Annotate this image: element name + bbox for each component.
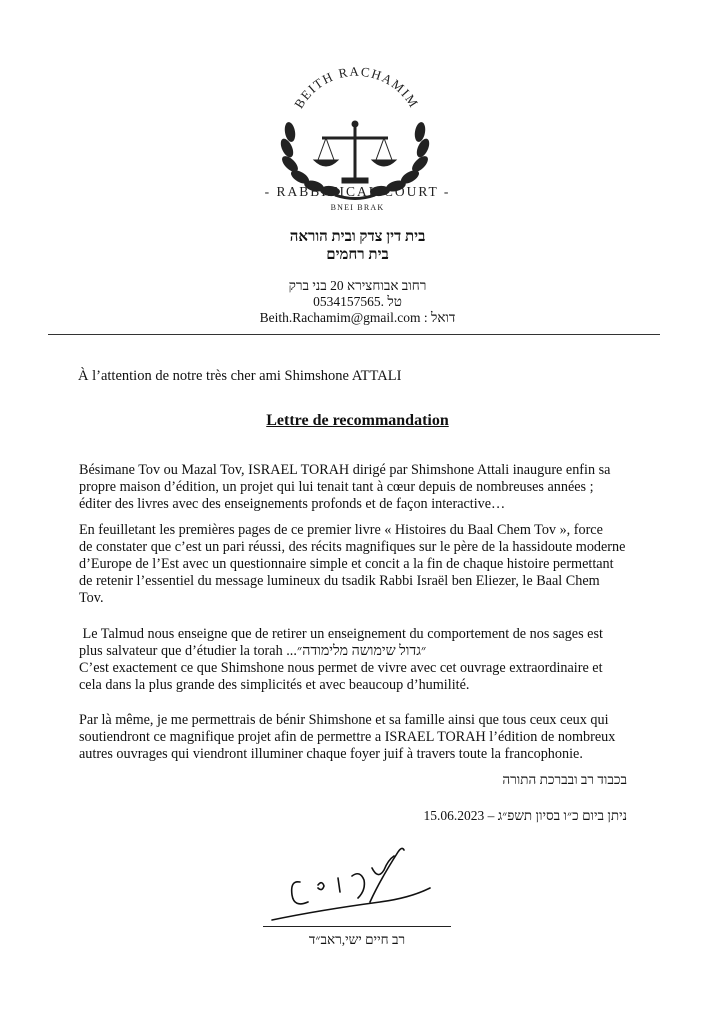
paragraph-line: soutiendront ce magnifique projet afin de permettre a ISRAEL TORAH l’édition de nombreux xyxy=(79,729,616,745)
handwritten-signature xyxy=(260,840,450,940)
logo-arc-text: BEITH RACHAMIM xyxy=(291,63,422,111)
gregorian-date: 15.06.2023 – xyxy=(423,808,498,823)
court-name: - RABBINICAL COURT - xyxy=(264,184,451,199)
paragraph-line: Par là même, je me permettrais de bénir Shimshone et sa famille ainsi que tous ceux ceux qui xyxy=(79,712,609,728)
scales-of-justice-icon xyxy=(314,121,396,183)
signature-line xyxy=(263,926,451,927)
letter-title: Lettre de recommandation xyxy=(266,412,449,429)
date-line xyxy=(423,808,627,824)
email-line: Beith.Rachamim@gmail.com : דואל xyxy=(259,310,456,325)
paragraph-line: de constater que c’est un pari réussi, des récits magnifiques sur le père de la hassidoute moderne xyxy=(79,539,626,555)
paragraph-3 xyxy=(79,626,644,694)
paragraph-line: de retenir l’essentiel du message lumineux du tsadik Rabbi Israël ben Eliezer, le Baal Chem xyxy=(79,573,600,589)
paragraph-line: cela dans la plus grande des simplicités et avec beaucoup d’humilité. xyxy=(79,677,470,693)
paragraph-line: autres ouvrages qui viendront illuminer chaque foyer juif à travers toute la francophonie. xyxy=(79,746,583,762)
paragraph-2 xyxy=(79,522,644,607)
talmud-prefix: plus salvateur que d’étudier la torah xyxy=(79,643,283,659)
paragraph-line: Bésimane Tov ou Mazal Tov, ISRAEL TORAH dirigé par Shimshone Attali inaugure enfin sa xyxy=(79,462,611,478)
phone-line: 0534157565. טל xyxy=(313,294,402,309)
signer-name: רב חיים ישי,ראב״ד xyxy=(308,932,406,947)
header-divider xyxy=(48,334,660,335)
address-line: רחוב אבוחצירא 20 בני ברק xyxy=(288,278,427,293)
closing-blessing: בכבוד רב ובברכת התורה xyxy=(502,772,627,787)
svg-text:BEITH RACHAMIM xyxy=(291,64,422,111)
paragraph-line: d’Europe de l’Est avec un questionnaire simple et concit a la fin de chaque histoire permettant xyxy=(79,556,614,572)
paragraph-1 xyxy=(79,462,644,513)
hebrew-subtitle: בית רחמים xyxy=(326,247,389,263)
paragraph-line: Tov. xyxy=(79,590,104,606)
hebrew-date: ניתן ביום כ״ו בסיון תשפ״ג xyxy=(497,808,627,823)
court-city: BNEI BRAK xyxy=(330,203,385,212)
talmud-quote-hebrew: ״גדול שימושה מלימודה״... xyxy=(286,643,427,659)
hebrew-title: בית דין צדק ובית הוראה xyxy=(289,229,426,245)
paragraph-line: propre maison d’édition, un projet qui lui tenait tant à cœur depuis de nombreuses années ; xyxy=(79,479,594,495)
attention-line: À l’attention de notre très cher ami Shimshone ATTALI xyxy=(78,368,402,384)
paragraph-line: Le Talmud nous enseigne que de retirer un enseignement du comportement de nos sages est xyxy=(79,626,603,642)
paragraph-4 xyxy=(79,712,644,763)
paragraph-line: C’est exactement ce que Shimshone nous permet de vivre avec cet ouvrage extraordinaire et xyxy=(79,660,603,676)
paragraph-line: En feuilletant les premières pages de ce premier livre « Histoires du Baal Chem Tov », force xyxy=(79,522,603,538)
paragraph-line: éditer des livres avec des enseignements profonds et de façon interactive… xyxy=(79,496,506,512)
paragraph-line xyxy=(79,643,644,660)
